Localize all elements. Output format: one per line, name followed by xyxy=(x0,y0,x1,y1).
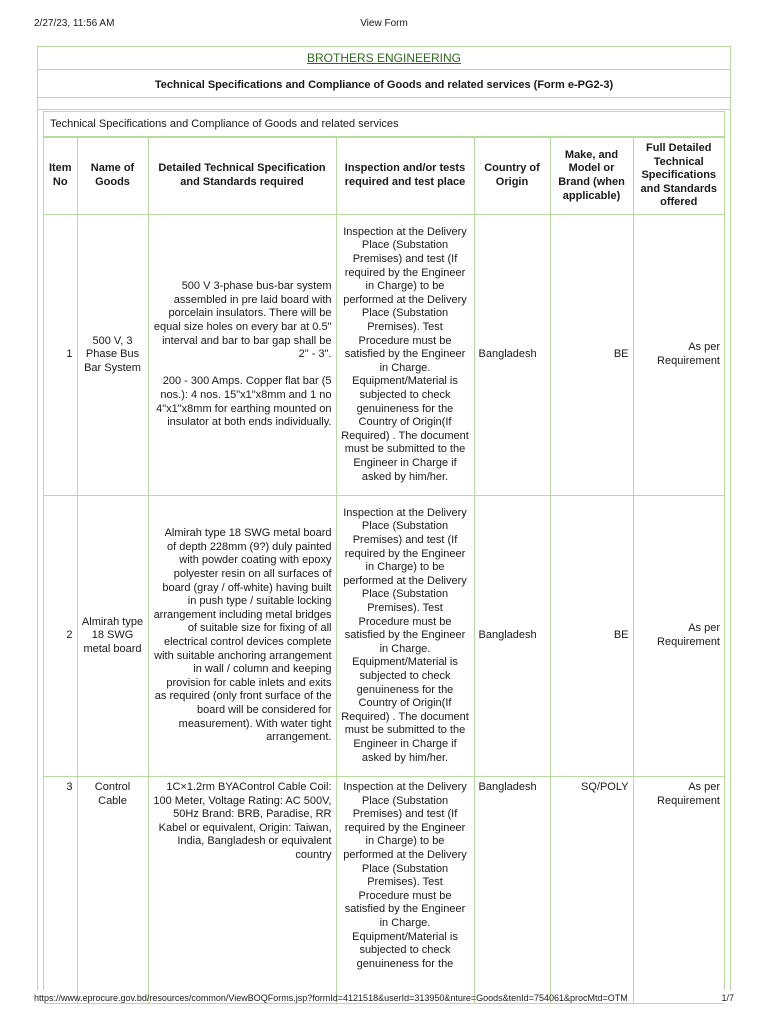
company-name: BROTHERS ENGINEERING xyxy=(38,47,730,70)
col-header-name: Name of Goods xyxy=(77,138,148,215)
make-model: BE xyxy=(550,215,633,496)
goods-name: 500 V, 3 Phase Bus Bar System xyxy=(77,215,148,496)
item-no: 2 xyxy=(44,496,77,777)
form-container xyxy=(37,46,731,990)
print-datetime: 2/27/23, 11:56 AM xyxy=(34,18,115,29)
table-row xyxy=(44,215,724,496)
table-caption: Technical Specifications and Compliance of Goods and related services xyxy=(44,112,724,137)
spec-paragraph: 200 - 300 Amps. Copper flat bar (5 nos.): 4 nos. 15"x1"x8mm and 1 no 4"x1"x8mm for earthing mounted on insulator at both ends individually. xyxy=(156,375,332,429)
print-header xyxy=(34,18,734,32)
inspection-text: Inspection at the Delivery Place (Substation Premises) and test (If required by the Engineer in Charge) to be performed at the Delivery Place (Substation Premises). Test Procedure must be satisfied by the Engineer in Charge. Equipment/Material is subjected to check genuineness for the Country of Origin(If Required) . The document must be submitted to the Engineer in Charge if asked by him/her. xyxy=(336,496,474,777)
page-url: https://www.eprocure.gov.bd/resources/common/ViewBOQForms.jsp?formId=4121518&userId=313950&nture=Goods&tenId=754061&procMtd=OTM xyxy=(34,993,628,1003)
spec-required xyxy=(148,777,336,1004)
make-model: SQ/POLY xyxy=(550,777,633,1004)
country-of-origin: Bangladesh xyxy=(474,777,550,1004)
separator-row xyxy=(38,101,730,110)
inspection-text: Inspection at the Delivery Place (Substation Premises) and test (If required by the Engineer in Charge) to be performed at the Delivery Place (Substation Premises). Test Procedure must be satisfied by the Engineer in Charge. Equipment/Material is subjected to check genuineness for the xyxy=(336,777,474,1004)
col-header-spec: Detailed Technical Specification and Standards required xyxy=(148,138,336,215)
col-header-country: Country of Origin xyxy=(474,138,550,215)
country-of-origin: Bangladesh xyxy=(474,496,550,777)
col-header-item-no: Item No xyxy=(44,138,77,215)
spec-paragraph: 1C×1.2rm BYAControl Cable Coil: 100 Meter, Voltage Rating: AC 500V, 50Hz Brand: BRB, Paradise, RR Kabel or equivalent, Origin: Taiwan, India, Bangladesh or equivalent country xyxy=(153,781,332,861)
spec-required xyxy=(148,496,336,777)
spec-paragraph: Almirah type 18 SWG metal board of depth 228mm (9?) duly painted with powder coating with epoxy polyester resin on all surfaces of board (gray / off-white) having built in push type / suitable locking arrangement including metal bridges of suitable size for fixing of all electrical control devices complete with suitable anchoring arrangement in wall / column and keeping provision for cable inlets and exits as required (only front surface of the board will be considered for measurement). With water tight arrangement. xyxy=(153,527,332,744)
table-row xyxy=(44,777,724,1004)
spec-table-panel xyxy=(43,111,725,990)
goods-name: Control Cable xyxy=(77,777,148,1004)
offered-spec: As per Requirement xyxy=(633,777,724,1004)
table-row xyxy=(44,496,724,777)
page-number: 1/7 xyxy=(721,993,734,1003)
item-no: 1 xyxy=(44,215,77,496)
country-of-origin: Bangladesh xyxy=(474,215,550,496)
col-header-inspection: Inspection and/or tests required and test place xyxy=(336,138,474,215)
print-page-title: View Form xyxy=(360,18,408,29)
form-title: Technical Specifications and Compliance of Goods and related services (Form e-PG2-3) xyxy=(38,73,730,98)
col-header-make: Make, and Model or Brand (when applicable) xyxy=(550,138,633,215)
make-model: BE xyxy=(550,496,633,777)
print-footer xyxy=(34,993,734,1007)
offered-spec: As per Requirement xyxy=(633,215,724,496)
inspection-text: Inspection at the Delivery Place (Substation Premises) and test (If required by the Engineer in Charge) to be performed at the Delivery Place (Substation Premises). Test Procedure must be satisfied by the Engineer in Charge. Equipment/Material is subjected to check genuineness for the Country of Origin(If Required) . The document must be submitted to the Engineer in Charge if asked by him/her. xyxy=(336,215,474,496)
spec-table xyxy=(44,137,724,1004)
spec-required xyxy=(148,215,336,496)
table-header-row xyxy=(44,138,724,215)
goods-name: Almirah type 18 SWG metal board xyxy=(77,496,148,777)
spec-paragraph: 500 V 3-phase bus-bar system assembled in pre laid board with porcelain insulators. There will be equal size holes on every bar at 0.5" interval and bar to bar gap shall be 2" - 3". xyxy=(153,280,332,361)
col-header-offered: Full Detailed Technical Specifications and Standards offered xyxy=(633,138,724,215)
item-no: 3 xyxy=(44,777,77,1004)
offered-spec: As per Requirement xyxy=(633,496,724,777)
